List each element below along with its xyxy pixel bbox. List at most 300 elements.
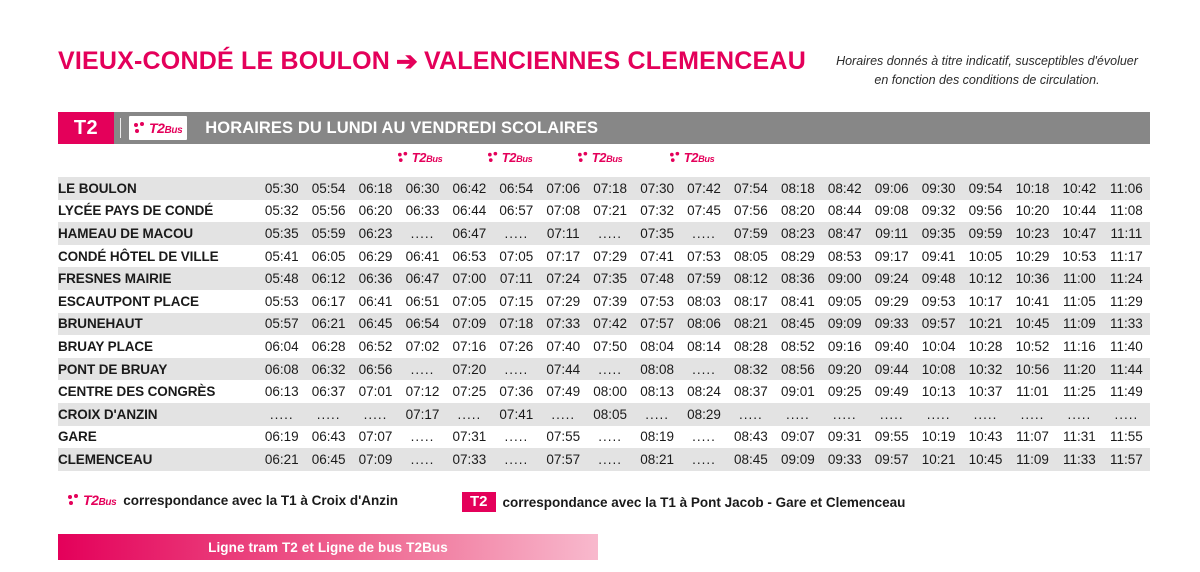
time-cell: 07:31: [446, 426, 493, 449]
time-cell: 06:05: [305, 245, 352, 268]
time-cell: 07:11: [540, 222, 587, 245]
time-cell: 09:30: [915, 177, 962, 200]
time-cell: 07:59: [727, 222, 774, 245]
time-cell: 09:31: [821, 426, 868, 449]
no-service-cell: .....: [587, 222, 634, 245]
title-row: [0, 46, 1200, 92]
time-cell: 07:44: [540, 358, 587, 381]
t2bus-logo-text: T2Bus: [683, 150, 715, 165]
time-cell: 07:53: [634, 290, 681, 313]
no-service-cell: .....: [634, 403, 681, 426]
time-cell: 07:21: [587, 200, 634, 223]
time-cell: 05:30: [258, 177, 305, 200]
stop-name: CLEMENCEAU: [58, 448, 258, 471]
time-cell: 11:09: [1056, 313, 1103, 336]
no-service-cell: .....: [962, 403, 1009, 426]
time-cell: 08:08: [634, 358, 681, 381]
time-cell: 06:37: [305, 380, 352, 403]
time-cell: 09:40: [868, 335, 915, 358]
schedule-header-bar: [58, 112, 1150, 144]
time-cell: 06:41: [352, 290, 399, 313]
time-cell: 10:29: [1009, 245, 1056, 268]
time-cell: 05:41: [258, 245, 305, 268]
table-row: [58, 245, 1150, 268]
time-cell: 08:13: [634, 380, 681, 403]
bottom-line-bar: [58, 534, 598, 560]
time-cell: 07:39: [587, 290, 634, 313]
time-cell: 11:05: [1056, 290, 1103, 313]
time-cell: 07:06: [540, 177, 587, 200]
time-cell: 07:41: [493, 403, 540, 426]
notice-line-1: Horaires donnés à titre indicatif, susceptibles d'évoluer: [836, 54, 1138, 68]
time-cell: 11:31: [1056, 426, 1103, 449]
time-cell: 06:28: [305, 335, 352, 358]
t2bus-connection-icon: [578, 150, 622, 165]
time-cell: 06:20: [352, 200, 399, 223]
bottom-bar-text: Ligne tram T2 et Ligne de bus T2Bus: [208, 539, 448, 555]
time-cell: 09:25: [821, 380, 868, 403]
no-service-cell: .....: [1056, 403, 1103, 426]
no-service-cell: .....: [1103, 403, 1150, 426]
time-cell: 10:41: [1009, 290, 1056, 313]
no-service-cell: .....: [493, 426, 540, 449]
stop-name: CONDÉ HÔTEL DE VILLE: [58, 245, 258, 268]
time-cell: 08:00: [587, 380, 634, 403]
time-cell: 06:42: [446, 177, 493, 200]
no-service-cell: .....: [493, 222, 540, 245]
time-cell: 06:54: [399, 313, 446, 336]
t2bus-logo-text: T2Bus: [83, 492, 117, 508]
table-row: [58, 222, 1150, 245]
timetable-wrapper: [58, 177, 1150, 471]
time-cell: 06:43: [305, 426, 352, 449]
time-cell: 09:09: [821, 313, 868, 336]
time-cell: 06:51: [399, 290, 446, 313]
time-cell: 06:36: [352, 267, 399, 290]
time-cell: 11:44: [1103, 358, 1150, 381]
time-cell: 09:01: [774, 380, 821, 403]
time-cell: 07:17: [540, 245, 587, 268]
stop-name: ESCAUTPONT PLACE: [58, 290, 258, 313]
time-cell: 08:32: [727, 358, 774, 381]
time-cell: 07:11: [493, 267, 540, 290]
t2bus-dots-icon: [134, 122, 147, 135]
time-cell: 11:33: [1056, 448, 1103, 471]
time-cell: 11:49: [1103, 380, 1150, 403]
time-cell: 07:09: [446, 313, 493, 336]
time-cell: 10:18: [1009, 177, 1056, 200]
no-service-cell: .....: [399, 222, 446, 245]
time-cell: 06:45: [352, 313, 399, 336]
stop-name: BRUNEHAUT: [58, 313, 258, 336]
time-cell: 11:40: [1103, 335, 1150, 358]
time-cell: 07:32: [634, 200, 681, 223]
time-cell: 06:47: [446, 222, 493, 245]
time-cell: 08:29: [681, 403, 728, 426]
stop-name: CROIX D'ANZIN: [58, 403, 258, 426]
no-service-cell: .....: [352, 403, 399, 426]
time-cell: 05:48: [258, 267, 305, 290]
time-cell: 11:29: [1103, 290, 1150, 313]
stop-name: LE BOULON: [58, 177, 258, 200]
time-cell: 08:53: [821, 245, 868, 268]
time-cell: 10:13: [915, 380, 962, 403]
table-row: [58, 380, 1150, 403]
time-cell: 06:57: [493, 200, 540, 223]
no-service-cell: .....: [493, 448, 540, 471]
time-cell: 10:45: [962, 448, 1009, 471]
no-service-cell: .....: [868, 403, 915, 426]
time-cell: 11:06: [1103, 177, 1150, 200]
time-cell: 08:05: [587, 403, 634, 426]
time-cell: 10:12: [962, 267, 1009, 290]
no-service-cell: .....: [305, 403, 352, 426]
time-cell: 08:21: [727, 313, 774, 336]
time-cell: 10:53: [1056, 245, 1103, 268]
time-cell: 07:54: [727, 177, 774, 200]
time-cell: 08:29: [774, 245, 821, 268]
time-cell: 07:35: [634, 222, 681, 245]
no-service-cell: .....: [1009, 403, 1056, 426]
time-cell: 10:08: [915, 358, 962, 381]
notice-text: [822, 52, 1152, 90]
time-cell: 05:32: [258, 200, 305, 223]
time-cell: 06:21: [258, 448, 305, 471]
time-cell: 09:49: [868, 380, 915, 403]
t2bus-logo-text: T2Bus: [149, 120, 183, 136]
no-service-cell: .....: [915, 403, 962, 426]
time-cell: 06:32: [305, 358, 352, 381]
time-cell: 11:33: [1103, 313, 1150, 336]
time-cell: 10:23: [1009, 222, 1056, 245]
time-cell: 09:48: [915, 267, 962, 290]
time-cell: 06:19: [258, 426, 305, 449]
time-cell: 05:35: [258, 222, 305, 245]
time-cell: 07:57: [540, 448, 587, 471]
time-cell: 07:15: [493, 290, 540, 313]
time-cell: 09:33: [821, 448, 868, 471]
time-cell: 06:52: [352, 335, 399, 358]
time-cell: 09:09: [774, 448, 821, 471]
time-cell: 05:59: [305, 222, 352, 245]
time-cell: 09:59: [962, 222, 1009, 245]
time-cell: 09:08: [868, 200, 915, 223]
time-cell: 09:07: [774, 426, 821, 449]
stop-name: LYCÉE PAYS DE CONDÉ: [58, 200, 258, 223]
time-cell: 07:17: [399, 403, 446, 426]
time-cell: 07:01: [352, 380, 399, 403]
table-row: [58, 313, 1150, 336]
time-cell: 09:11: [868, 222, 915, 245]
table-row: [58, 290, 1150, 313]
time-cell: 10:21: [962, 313, 1009, 336]
time-cell: 07:45: [681, 200, 728, 223]
time-cell: 08:18: [774, 177, 821, 200]
time-cell: 06:33: [399, 200, 446, 223]
time-cell: 09:54: [962, 177, 1009, 200]
time-cell: 07:50: [587, 335, 634, 358]
time-cell: 11:07: [1009, 426, 1056, 449]
time-cell: 09:56: [962, 200, 1009, 223]
time-cell: 07:29: [587, 245, 634, 268]
time-cell: 06:29: [352, 245, 399, 268]
time-cell: 06:21: [305, 313, 352, 336]
time-cell: 08:06: [681, 313, 728, 336]
time-cell: 07:53: [681, 245, 728, 268]
time-cell: 09:06: [868, 177, 915, 200]
time-cell: 09:55: [868, 426, 915, 449]
time-cell: 11:11: [1103, 222, 1150, 245]
time-cell: 07:24: [540, 267, 587, 290]
time-cell: 10:32: [962, 358, 1009, 381]
time-cell: 10:28: [962, 335, 1009, 358]
route-destination: VALENCIENNES CLEMENCEAU: [424, 47, 806, 75]
t2bus-dots-icon: [68, 494, 81, 507]
header-divider: [120, 118, 121, 138]
time-cell: 07:18: [493, 313, 540, 336]
time-cell: 07:07: [352, 426, 399, 449]
stop-name: FRESNES MAIRIE: [58, 267, 258, 290]
stop-name: PONT DE BRUAY: [58, 358, 258, 381]
connection-icon-strip: [58, 150, 1150, 176]
time-cell: 07:29: [540, 290, 587, 313]
time-cell: 11:55: [1103, 426, 1150, 449]
time-cell: 11:25: [1056, 380, 1103, 403]
time-cell: 11:17: [1103, 245, 1150, 268]
time-cell: 09:33: [868, 313, 915, 336]
time-cell: 05:54: [305, 177, 352, 200]
time-cell: 06:54: [493, 177, 540, 200]
time-cell: 07:12: [399, 380, 446, 403]
legend-item-t2bus: [68, 492, 398, 508]
table-row: [58, 426, 1150, 449]
time-cell: 08:41: [774, 290, 821, 313]
stop-name: CENTRE DES CONGRÈS: [58, 380, 258, 403]
time-cell: 07:20: [446, 358, 493, 381]
no-service-cell: .....: [587, 448, 634, 471]
no-service-cell: .....: [587, 358, 634, 381]
time-cell: 07:30: [634, 177, 681, 200]
time-cell: 07:18: [587, 177, 634, 200]
no-service-cell: .....: [399, 358, 446, 381]
no-service-cell: .....: [681, 426, 728, 449]
table-row: [58, 403, 1150, 426]
time-cell: 10:19: [915, 426, 962, 449]
time-cell: 08:36: [774, 267, 821, 290]
time-cell: 06:45: [305, 448, 352, 471]
time-cell: 06:08: [258, 358, 305, 381]
time-cell: 06:17: [305, 290, 352, 313]
time-cell: 07:09: [352, 448, 399, 471]
time-cell: 07:56: [727, 200, 774, 223]
no-service-cell: .....: [727, 403, 774, 426]
time-cell: 07:05: [493, 245, 540, 268]
arrow-icon: ➔: [396, 46, 418, 76]
time-cell: 10:20: [1009, 200, 1056, 223]
time-cell: 07:59: [681, 267, 728, 290]
stop-name: GARE: [58, 426, 258, 449]
time-cell: 10:52: [1009, 335, 1056, 358]
time-cell: 05:53: [258, 290, 305, 313]
time-cell: 08:17: [727, 290, 774, 313]
time-cell: 09:24: [868, 267, 915, 290]
time-cell: 06:30: [399, 177, 446, 200]
no-service-cell: .....: [399, 448, 446, 471]
legend-badge-t2: T2: [462, 492, 496, 512]
timetable: [58, 177, 1150, 471]
table-row: [58, 267, 1150, 290]
time-cell: 09:00: [821, 267, 868, 290]
time-cell: 08:14: [681, 335, 728, 358]
time-cell: 10:37: [962, 380, 1009, 403]
t2bus-connection-icon: [488, 150, 532, 165]
no-service-cell: .....: [493, 358, 540, 381]
no-service-cell: .....: [258, 403, 305, 426]
time-cell: 09:20: [821, 358, 868, 381]
table-row: [58, 448, 1150, 471]
table-row: [58, 200, 1150, 223]
time-cell: 09:57: [868, 448, 915, 471]
time-cell: 06:41: [399, 245, 446, 268]
route-origin: VIEUX-CONDÉ LE BOULON: [58, 47, 390, 75]
time-cell: 08:45: [727, 448, 774, 471]
no-service-cell: .....: [446, 403, 493, 426]
no-service-cell: .....: [774, 403, 821, 426]
t2bus-dots-icon: [488, 151, 500, 163]
time-cell: 05:56: [305, 200, 352, 223]
time-cell: 09:29: [868, 290, 915, 313]
t2bus-logo: [68, 492, 116, 508]
time-cell: 09:05: [821, 290, 868, 313]
t2bus-logo-text: T2Bus: [591, 150, 623, 165]
time-cell: 09:41: [915, 245, 962, 268]
t2bus-logo-text: T2Bus: [501, 150, 533, 165]
time-cell: 08:23: [774, 222, 821, 245]
time-cell: 09:35: [915, 222, 962, 245]
t2bus-logo: [129, 116, 187, 140]
time-cell: 08:20: [774, 200, 821, 223]
time-cell: 10:45: [1009, 313, 1056, 336]
time-cell: 07:35: [587, 267, 634, 290]
time-cell: 08:56: [774, 358, 821, 381]
time-cell: 07:36: [493, 380, 540, 403]
time-cell: 08:42: [821, 177, 868, 200]
t2bus-dots-icon: [578, 151, 590, 163]
no-service-cell: .....: [681, 448, 728, 471]
time-cell: 06:13: [258, 380, 305, 403]
time-cell: 06:04: [258, 335, 305, 358]
time-cell: 07:33: [446, 448, 493, 471]
time-cell: 08:28: [727, 335, 774, 358]
time-cell: 11:24: [1103, 267, 1150, 290]
time-cell: 07:42: [681, 177, 728, 200]
time-cell: 10:43: [962, 426, 1009, 449]
time-cell: 09:44: [868, 358, 915, 381]
time-cell: 08:21: [634, 448, 681, 471]
time-cell: 09:16: [821, 335, 868, 358]
t2bus-logo-text: T2Bus: [411, 150, 443, 165]
table-row: [58, 335, 1150, 358]
time-cell: 07:48: [634, 267, 681, 290]
time-cell: 07:33: [540, 313, 587, 336]
stop-name: HAMEAU DE MACOU: [58, 222, 258, 245]
time-cell: 08:43: [727, 426, 774, 449]
legend-item-t2: [462, 492, 905, 512]
time-cell: 08:44: [821, 200, 868, 223]
time-cell: 11:16: [1056, 335, 1103, 358]
time-cell: 08:12: [727, 267, 774, 290]
time-cell: 06:44: [446, 200, 493, 223]
time-cell: 07:26: [493, 335, 540, 358]
time-cell: 10:47: [1056, 222, 1103, 245]
time-cell: 10:36: [1009, 267, 1056, 290]
time-cell: 07:05: [446, 290, 493, 313]
legend-text-2: correspondance avec la T1 à Pont Jacob - Gare et Clemenceau: [502, 494, 906, 510]
t2bus-dots-icon: [670, 151, 682, 163]
time-cell: 07:25: [446, 380, 493, 403]
schedule-header-title: HORAIRES DU LUNDI AU VENDREDI SCOLAIRES: [205, 118, 599, 137]
time-cell: 08:24: [681, 380, 728, 403]
time-cell: 07:08: [540, 200, 587, 223]
time-cell: 08:47: [821, 222, 868, 245]
time-cell: 09:53: [915, 290, 962, 313]
time-cell: 07:40: [540, 335, 587, 358]
time-cell: 08:37: [727, 380, 774, 403]
no-service-cell: .....: [821, 403, 868, 426]
time-cell: 07:42: [587, 313, 634, 336]
time-cell: 10:17: [962, 290, 1009, 313]
time-cell: 06:12: [305, 267, 352, 290]
time-cell: 06:56: [352, 358, 399, 381]
legend-text-1: correspondance avec la T1 à Croix d'Anzin: [123, 492, 399, 508]
table-row: [58, 358, 1150, 381]
no-service-cell: .....: [399, 426, 446, 449]
time-cell: 11:57: [1103, 448, 1150, 471]
time-cell: 08:03: [681, 290, 728, 313]
time-cell: 07:49: [540, 380, 587, 403]
time-cell: 07:57: [634, 313, 681, 336]
time-cell: 11:01: [1009, 380, 1056, 403]
no-service-cell: .....: [681, 358, 728, 381]
time-cell: 11:08: [1103, 200, 1150, 223]
time-cell: 07:16: [446, 335, 493, 358]
time-cell: 09:32: [915, 200, 962, 223]
time-cell: 08:52: [774, 335, 821, 358]
time-cell: 10:21: [915, 448, 962, 471]
time-cell: 11:20: [1056, 358, 1103, 381]
time-cell: 08:19: [634, 426, 681, 449]
time-cell: 09:17: [868, 245, 915, 268]
time-cell: 10:56: [1009, 358, 1056, 381]
time-cell: 06:18: [352, 177, 399, 200]
time-cell: 06:53: [446, 245, 493, 268]
time-cell: 06:47: [399, 267, 446, 290]
time-cell: 10:44: [1056, 200, 1103, 223]
no-service-cell: .....: [681, 222, 728, 245]
time-cell: 10:05: [962, 245, 1009, 268]
time-cell: 08:45: [774, 313, 821, 336]
time-cell: 07:41: [634, 245, 681, 268]
time-cell: 06:23: [352, 222, 399, 245]
time-cell: 07:00: [446, 267, 493, 290]
page-title: [58, 46, 806, 77]
time-cell: 11:09: [1009, 448, 1056, 471]
t2bus-connection-icon: [398, 150, 442, 165]
table-row: [58, 177, 1150, 200]
time-cell: 08:04: [634, 335, 681, 358]
no-service-cell: .....: [540, 403, 587, 426]
time-cell: 10:42: [1056, 177, 1103, 200]
